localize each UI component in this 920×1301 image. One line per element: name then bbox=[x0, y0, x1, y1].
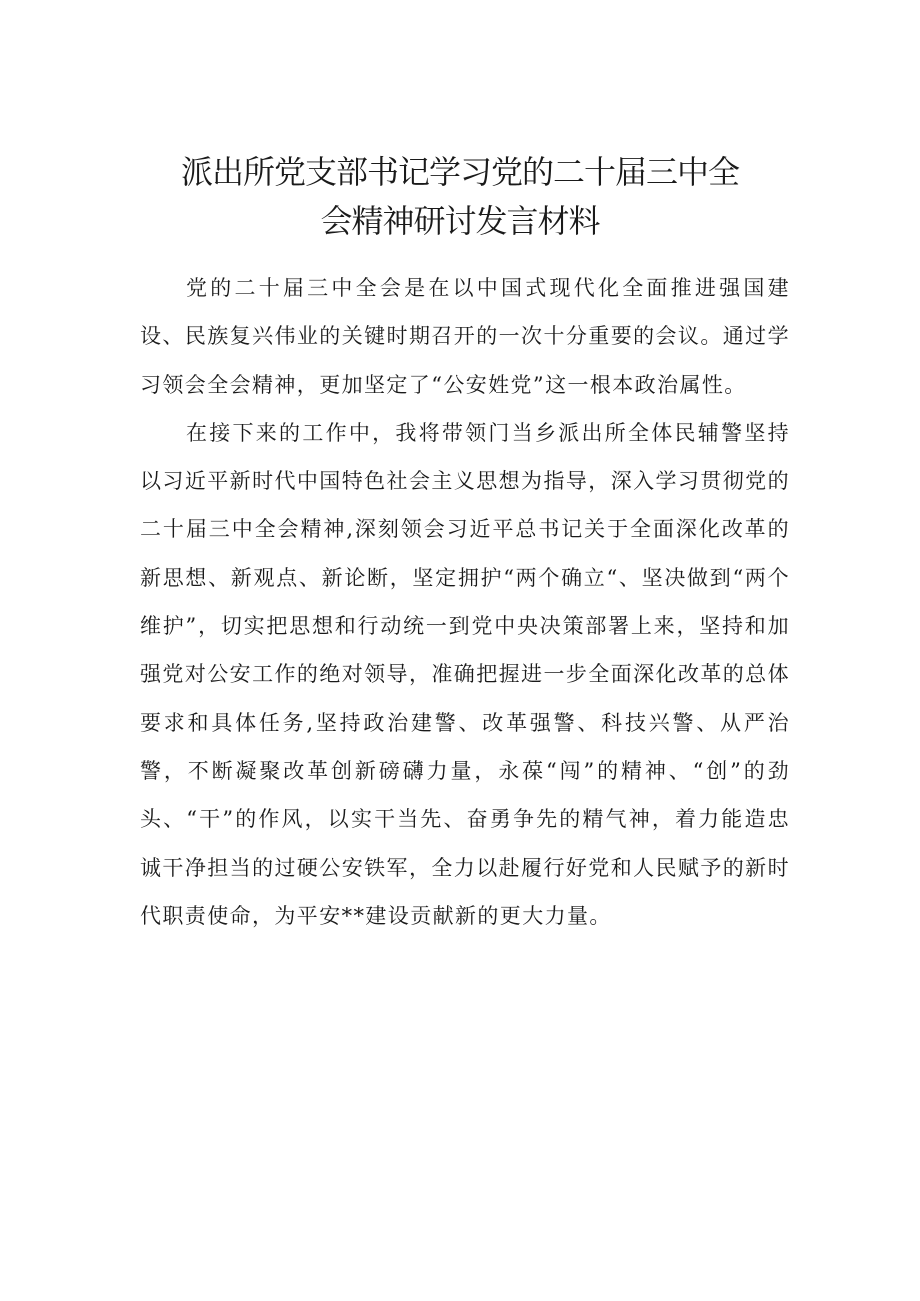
title-line-2: 会精神研讨发言材料 bbox=[320, 202, 600, 240]
title-line-1: 派出所党支部书记学习党的二十届三中全 bbox=[180, 153, 739, 191]
paragraph-1: 党的二十届三中全会是在以中国式现代化全面推进强国建设、民族复兴伟业的关键时期召开的一次十分重要的会议。通过学习领会全会精神，更加坚定了“公安姓党”这一根本政治属性。 bbox=[140, 276, 790, 397]
paragraph-2: 在接下来的工作中，我将带领门当乡派出所全体民辅警坚持以习近平新时代中国特色社会主义思想为指导，深入学习贯彻党的二十届三中全会精神,深刻领会习近平总书记关于全面深化改革的新思想、新观点、新论断，坚定拥护“两个确立“、坚决做到“两个维护”，切实把思想和行动统一到党中央决策部署上来，坚持和加强党对公安工作的绝对领导，准确把握进一步全面深化改革的总体要求和具体任务,坚持政治建警、改革强警、科技兴警、从严治警，不断凝聚改革创新磅礴力量，永葆“闯”的精神、“创”的劲头、“干”的作风，以实干当先、奋勇争先的精气神，着力能造忠诚干净担当的过硬公安铁军，全力以赴履行好党和人民赋予的新时代职责使命，为平安**建设贡献新的更大力量。 bbox=[140, 420, 790, 928]
document-title bbox=[140, 148, 780, 246]
document-body bbox=[140, 264, 790, 940]
